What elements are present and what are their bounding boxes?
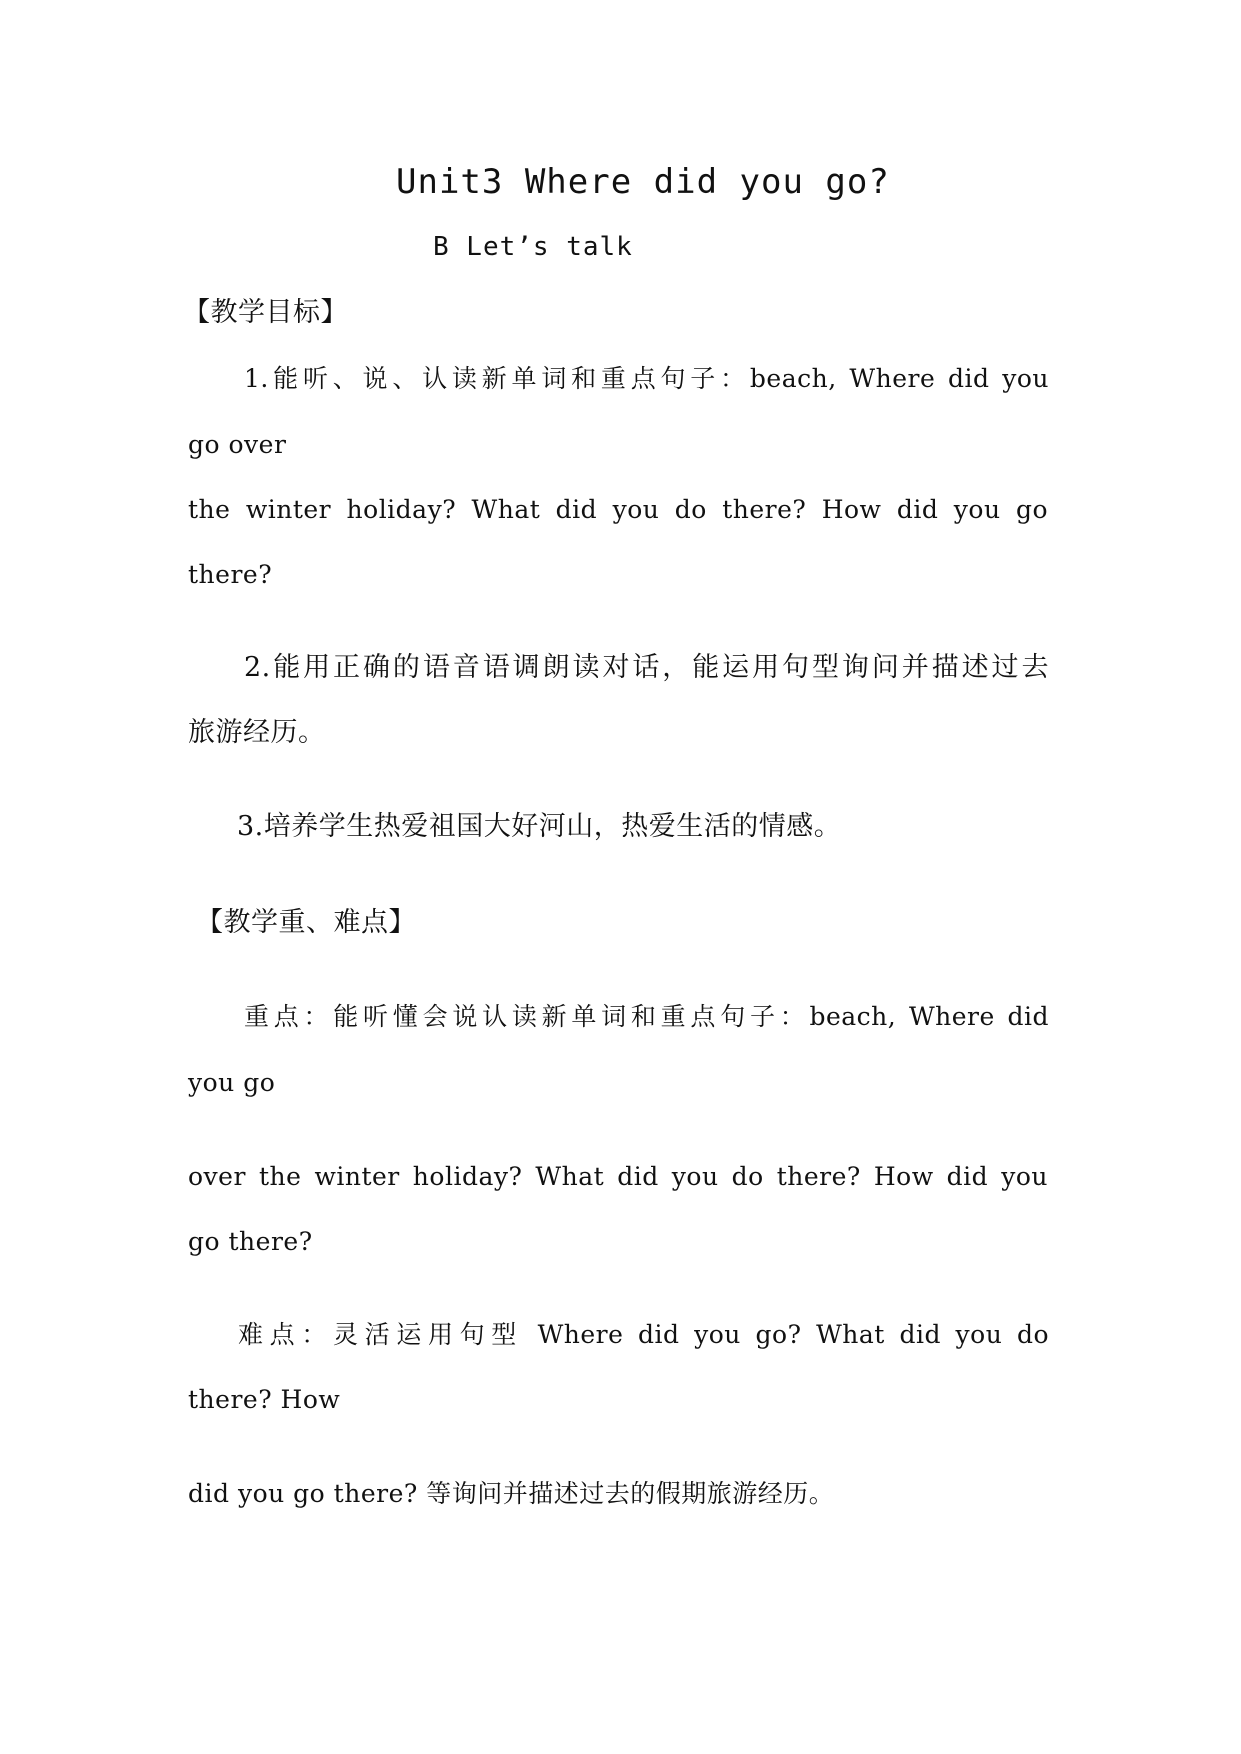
document-title: Unit3 Where did you go?: [396, 162, 890, 202]
section-heading-key-points: 【教学重、难点】: [196, 907, 416, 938]
section-heading-objectives: 【教学目标】: [183, 297, 348, 328]
objective-1-line-1: 1.能听、说、认读新单词和重点句子：beach, Where did you: [244, 364, 1049, 393]
key-point-line-2: you go: [188, 1068, 276, 1097]
difficulty-line-1: 难点：灵活运用句型 Where did you go? What did you do: [238, 1320, 1049, 1349]
difficulty-line-2: there? How: [188, 1385, 341, 1414]
key-point-line-1: 重点：能听懂会说认读新单词和重点句子：beach, Where did: [244, 1002, 1049, 1031]
objective-2-line-2: 旅游经历。: [188, 717, 326, 748]
key-point-line-3: over the winter holiday? What did you do there? How did you: [188, 1162, 1048, 1191]
objective-1-line-4: there?: [188, 560, 273, 589]
key-point-line-4: go there?: [188, 1227, 313, 1256]
document-subtitle: B Let’s talk: [433, 232, 633, 262]
objective-2-line-1: 2.能用正确的语音语调朗读对话，能运用句型询问并描述过去: [244, 652, 1049, 683]
objective-1-line-2: go over: [188, 430, 287, 459]
difficulty-line-3: did you go there? 等询问并描述过去的假期旅游经历。: [188, 1479, 835, 1508]
objective-3: 3.培养学生热爱祖国大好河山，热爱生活的情感。: [237, 811, 842, 842]
objective-1-line-3: the winter holiday? What did you do there? How did you go: [188, 495, 1048, 524]
